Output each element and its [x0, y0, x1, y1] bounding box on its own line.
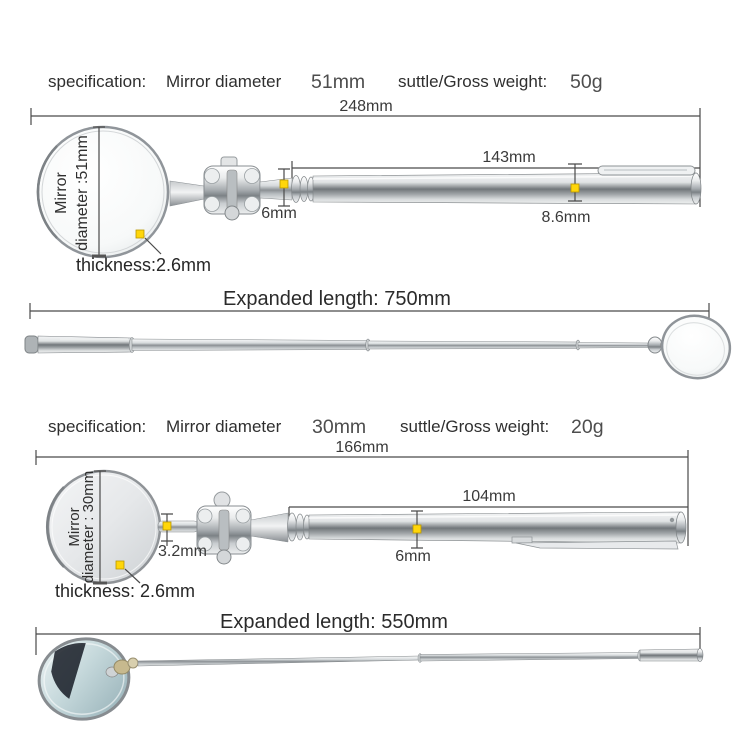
hinge-lobe	[236, 537, 250, 551]
neck-cone	[251, 513, 288, 542]
expanded-tool-2	[33, 632, 703, 726]
spec-diameter-value-1: 51mm	[311, 71, 366, 93]
rod-segment	[138, 656, 420, 666]
thickness-label-1: thickness:2.6mm	[76, 255, 212, 275]
mirror-glass	[48, 471, 160, 583]
dim-rod-label-1: 6mm	[261, 205, 297, 222]
handle-segment	[640, 649, 700, 661]
dim-handle-dia-label-2: 6mm	[395, 548, 431, 565]
ferrule-ring	[288, 513, 297, 541]
hinge-slot	[227, 170, 237, 210]
handle-end-cap	[697, 649, 703, 662]
yellow-marker	[116, 561, 124, 569]
ferrule-ring	[300, 177, 308, 202]
ferrule-ring	[292, 176, 301, 203]
thickness-label-2: thickness: 2.6mm	[55, 581, 196, 601]
product-2-section	[33, 416, 703, 726]
spec-weight-value-2: 20g	[571, 416, 604, 438]
spec-row-1	[48, 71, 603, 93]
hinge-lobe	[205, 169, 220, 184]
mirror-head-2	[47, 471, 160, 584]
expanded-label-2: Expanded length: 550mm	[220, 611, 448, 633]
hinge-screw	[217, 550, 231, 564]
mirror-label-line2-2: diameter : 30mm	[80, 470, 97, 584]
yellow-marker	[571, 184, 579, 192]
spec-attr-2: Mirror diameter	[166, 417, 282, 436]
yellow-marker	[280, 180, 288, 188]
product-2-collapsed-diagram	[36, 439, 688, 601]
rod-segment	[132, 339, 368, 351]
hinge-lobe	[236, 509, 250, 523]
spec-label-2: specification:	[48, 417, 147, 436]
pen-clip-tab	[512, 537, 532, 543]
mirror-label-line2-1: diameter :51mm	[74, 135, 91, 251]
product-1-expanded-diagram	[25, 288, 736, 385]
expanded-tool-1	[25, 309, 736, 386]
end-screw	[670, 518, 674, 522]
mirror-label-line1-1: Mirror	[53, 172, 70, 214]
hinge-lobe	[245, 197, 260, 212]
expanded-mirror-2	[33, 632, 136, 726]
telescopic-rod-1	[260, 166, 701, 204]
mirror-head-1	[38, 127, 168, 257]
dim-overall-label-2: 166mm	[335, 439, 389, 456]
dim-handle-dia-label-1: 8.6mm	[541, 209, 591, 226]
neck-cone	[170, 181, 204, 206]
handle-end-cap	[676, 512, 686, 543]
spec-attr-1: Mirror diameter	[166, 72, 282, 91]
leader-line	[145, 238, 161, 254]
rod-segment	[420, 653, 640, 662]
spec-row-2	[48, 416, 604, 438]
hinge-lobe	[205, 197, 220, 212]
hinge-assembly-1	[170, 157, 260, 220]
spec-weight-label-2: suttle/Gross weight:	[400, 417, 550, 436]
spec-diameter-value-2: 30mm	[312, 416, 367, 438]
spec-label-1: specification:	[48, 72, 147, 91]
rod-segment	[578, 343, 648, 349]
mirror-label-line1-2: Mirror	[66, 507, 83, 547]
dim-handle-label-2: 104mm	[462, 488, 516, 505]
product-2-expanded-diagram	[33, 611, 703, 726]
dim-rod-label-2: 3.2mm	[158, 543, 207, 560]
hinge-lobe	[245, 169, 260, 184]
rod-segment	[368, 341, 578, 349]
spec-weight-value-1: 50g	[570, 71, 603, 93]
hinge-knot-screw	[128, 658, 138, 668]
hinge-knot	[648, 337, 662, 353]
hinge-slot	[219, 510, 229, 550]
pen-clip	[516, 541, 678, 549]
expanded-label-1: Expanded length: 750mm	[223, 288, 451, 310]
hinge-screw	[225, 206, 239, 220]
ferrule-ring	[296, 514, 304, 540]
yellow-marker	[136, 230, 144, 238]
handle-tip	[25, 336, 38, 353]
telescopic-rod-2	[251, 512, 686, 549]
handle-end-cap	[691, 173, 701, 204]
expanded-mirror-1	[656, 309, 737, 386]
dim-overall-label-1: 248mm	[339, 98, 393, 115]
hinge-lobe	[198, 509, 212, 523]
product-1-section	[25, 71, 736, 385]
dim-handle-label-1: 143mm	[482, 149, 536, 166]
spec-weight-label-1: suttle/Gross weight:	[398, 72, 548, 91]
yellow-marker	[413, 525, 421, 533]
product-1-collapsed-diagram	[31, 98, 701, 275]
yellow-marker	[163, 522, 171, 530]
